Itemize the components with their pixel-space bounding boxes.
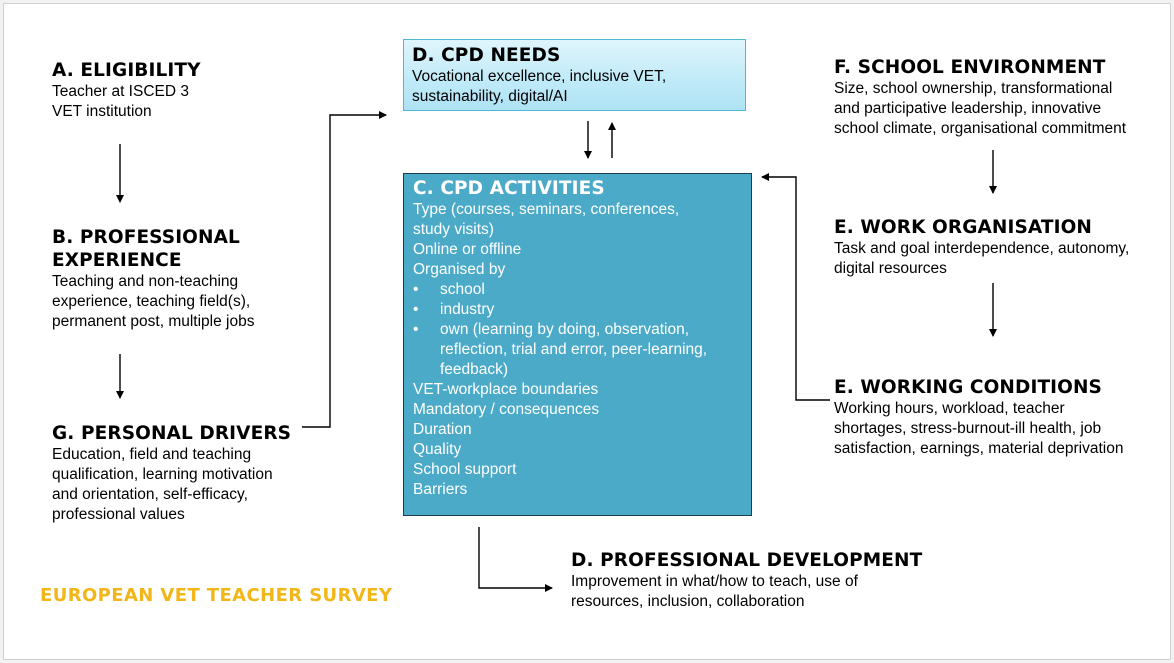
activity-item-organised-by: Organised by [413, 261, 506, 278]
personal-drivers-line: professional values [52, 506, 185, 523]
activity-item-school-support: School support [413, 461, 517, 478]
school-environment-title: F. SCHOOL ENVIRONMENT [834, 57, 1106, 78]
bullet-icon: • [413, 301, 419, 318]
activity-item-mandatory: Mandatory / consequences [413, 401, 600, 418]
bullet-icon: • [413, 321, 419, 338]
activity-item-type: study visits) [413, 221, 494, 238]
school-environment-line: Size, school ownership, transformational [834, 80, 1113, 97]
professional-experience-line: Teaching and non-teaching [52, 273, 239, 290]
working-conditions-line: shortages, stress-burnout-ill health, job [834, 420, 1102, 437]
sub-item-label: industry [440, 301, 495, 318]
survey-label: EUROPEAN VET TEACHER SURVEY [40, 585, 393, 606]
activity-item-duration: Duration [413, 421, 472, 438]
sub-item-label: feedback) [440, 361, 509, 378]
eligibility-title: A. ELIGIBILITY [52, 60, 201, 81]
work-organisation-line: Task and goal interdependence, autonomy, [834, 240, 1130, 257]
cpd-needs-line: sustainability, digital/AI [412, 88, 568, 105]
connector-arrows [4, 4, 1170, 659]
working-conditions-line: satisfaction, earnings, material deprivation [834, 440, 1124, 457]
sub-item-label: own (learning by doing, observation, [440, 321, 690, 338]
professional-experience-title: EXPERIENCE [52, 250, 182, 271]
sub-item-label: reflection, trial and error, peer-learning, [440, 341, 708, 358]
personal-drivers-line: Education, field and teaching [52, 446, 252, 463]
arrow-drivers-to-needs [302, 115, 386, 427]
arrow-conditions-to-activities [762, 177, 830, 400]
arrow-activities-to-development [479, 527, 552, 588]
work-organisation-line: digital resources [834, 260, 947, 277]
work-organisation-title: E. WORK ORGANISATION [834, 217, 1093, 238]
cpd-activities-title: C. CPD ACTIVITIES [413, 178, 605, 199]
professional-experience-title: B. PROFESSIONAL [52, 227, 240, 248]
personal-drivers-title: G. PERSONAL DRIVERS [52, 423, 292, 444]
activity-item-type: Type (courses, seminars, conferences, [413, 201, 680, 218]
cpd-needs-title: D. CPD NEEDS [412, 45, 561, 66]
school-environment-line: school climate, organisational commitment [834, 120, 1127, 137]
personal-drivers-line: and orientation, self-efficacy, [52, 486, 248, 503]
bullet-icon: • [413, 281, 419, 298]
activity-item-online: Online or offline [413, 241, 522, 258]
professional-development-line: resources, inclusion, collaboration [571, 593, 805, 610]
personal-drivers-line: qualification, learning motivation [52, 466, 273, 483]
professional-experience-line: experience, teaching field(s), [52, 293, 251, 310]
professional-development-title: D. PROFESSIONAL DEVELOPMENT [571, 550, 923, 571]
professional-experience-line: permanent post, multiple jobs [52, 313, 255, 330]
cpd-needs-line: Vocational excellence, inclusive VET, [412, 68, 667, 85]
eligibility-line: VET institution [52, 103, 152, 120]
activity-item-barriers: Barriers [413, 481, 468, 498]
school-environment-line: and participative leadership, innovative [834, 100, 1102, 117]
working-conditions-line: Working hours, workload, teacher [834, 400, 1065, 417]
activity-item-boundaries: VET-workplace boundaries [413, 381, 599, 398]
professional-development-line: Improvement in what/how to teach, use of [571, 573, 858, 590]
sub-item-label: school [440, 281, 485, 298]
diagram-canvas [3, 3, 1171, 660]
activity-item-quality: Quality [413, 441, 462, 458]
working-conditions-title: E. WORKING CONDITIONS [834, 377, 1102, 398]
eligibility-line: Teacher at ISCED 3 [52, 83, 189, 100]
